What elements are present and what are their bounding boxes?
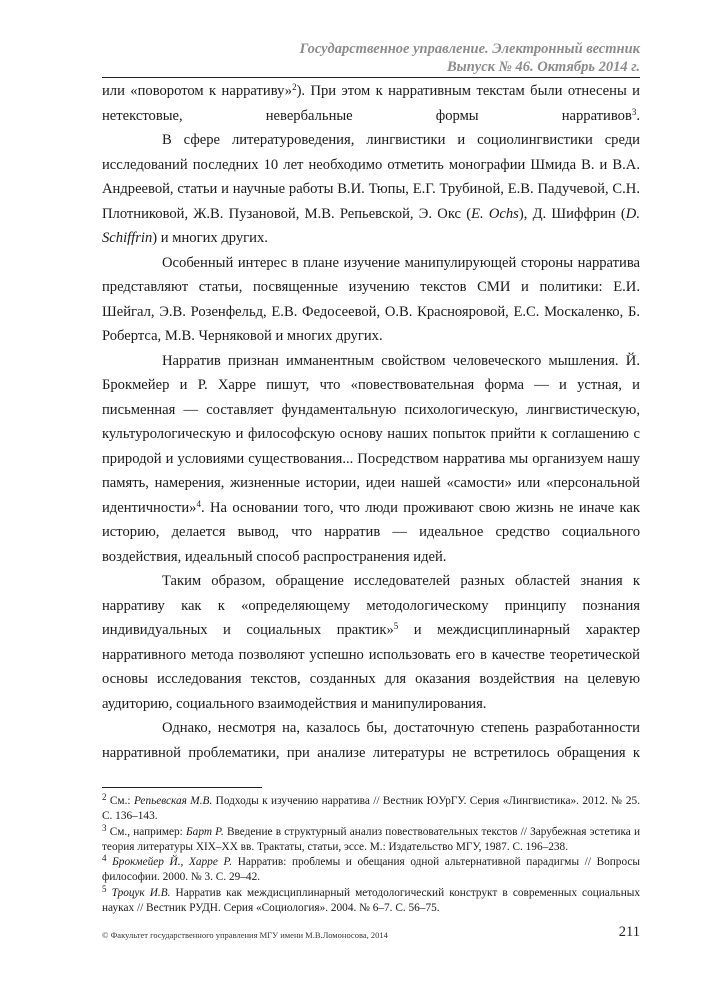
text-run: или «поворотом к нарративу» — [102, 83, 293, 99]
footnote-author: Барт Р. — [186, 825, 224, 838]
footnote-number: 2 — [102, 792, 107, 802]
footnote-ref[interactable]: 2 — [292, 82, 297, 92]
text-run: Введение в структурный анализ повествовательных текстов // Зарубежная эстетика и теория литературы XIX–XX вв. Трактаты, статьи, эссе. М.: Издательство МГУ, 1987. С. 196–238. — [102, 825, 641, 853]
footnote-ref[interactable]: 5 — [393, 621, 399, 631]
paragraph — [102, 349, 640, 570]
text-run: ). При этом к нарративным текстам были отнесены и нетекстовые, невербальные формы нарративов — [102, 83, 640, 124]
italic-name: E. Ochs — [471, 205, 519, 222]
text-run: См., например: — [106, 825, 187, 838]
page-number: 211 — [618, 924, 640, 940]
paragraph: Однако, несмотря на, казалось бы, достаточную степень разработанности нарративной проблематики, при анализе литературы не встретилось обращения к — [102, 720, 640, 761]
text-run: и междисциплинарный характер нарративного метода позволяют успешно использовать его в качестве теоретической основы исследования текстов, созданных для оказания воздействия на целевую аудиторию, социального взаимодействия и манипулирования. — [102, 622, 640, 712]
copyright-notice: © Факультет государственного управления МГУ имени М.В.Ломоносова, 2014 — [102, 930, 388, 940]
paragraph — [102, 569, 640, 716]
footnote-ref[interactable]: 4 — [196, 498, 201, 509]
header-divider — [102, 77, 640, 78]
text-run: Таким образом, обращение исследователей разных областей знания к нарративу как к «определяющему методологическому принципу познания индивидуальных и социальных практик» — [102, 573, 640, 638]
text-run: См.: — [106, 795, 134, 807]
paragraph-continuation — [102, 79, 640, 128]
text-run: В сфере литературоведения, лингвистики и социолингвистики среди исследований последних 10 лет необходимо отметить монографии Шмида В. и В.А. Андреевой, статьи и научные работы В.И. Тюпы, Е.Г. Трубиной, Е.В. Падучевой, С.Н. Плотниковой, Ж.В. Пузановой, М.В. Репьевской, Э. Окс ( — [102, 132, 640, 222]
footnote — [102, 794, 640, 825]
text-run: . — [636, 107, 640, 124]
footnote — [102, 855, 640, 886]
issue-info: Выпуск № 46. Октябрь 2014 г. — [447, 59, 640, 75]
journal-title: Государственное управление. Электронный вестник — [299, 41, 640, 57]
text-run: ) и многих других. — [152, 230, 268, 246]
footnote-number: 4 — [102, 853, 107, 864]
footnote-author: Троцук И.В. — [111, 886, 171, 899]
main-text — [102, 79, 640, 765]
text-run: Подходы к изучению нарратива // Вестник ЮУрГУ. Серия «Лингвистика». 2012. № 25. С. 136–143. — [102, 795, 641, 823]
footnote — [102, 883, 640, 917]
text-run: Нарратив: проблемы и обещания одной альтернативной парадигмы // Вопросы философии. 2000. № 3. С. 29–42. — [102, 856, 640, 884]
paragraph — [102, 128, 640, 251]
footnote-author: Репьевская М.В. — [133, 795, 213, 807]
footnote — [102, 822, 641, 856]
footnote-ref[interactable]: 3 — [631, 106, 637, 117]
italic-name: D. Schiffrin — [102, 205, 640, 246]
footnote-number: 5 — [102, 883, 107, 894]
footnote-divider — [102, 787, 262, 788]
footnotes — [102, 794, 640, 916]
footnote-number: 3 — [102, 822, 107, 833]
journal-header — [300, 40, 640, 76]
text-run: ), Д. Шиффрин ( — [518, 205, 626, 222]
paragraph: Особенный интерес в плане изучение манипулирующей стороны нарратива представляют статьи, посвященные изучению текстов СМИ и политики: Е.И. Шейгал, Э.В. Розенфельд, Е.В. Федосеевой, О.В. Краснояровой, Е.С. Москаленко, Б. Робертса, М.В. Черняковой и многих других. — [102, 254, 640, 344]
text-run: Нарратив как междисциплинарный методологический конструкт в современных социальных науках // Вестник РУДН. Серия «Социология». 2004. № 6–7. С. 56–75. — [102, 886, 640, 915]
text-run: . На основании того, что люди проживают свою жизнь не иначе как историю, делается вывод, что нарратив — идеальное средство социального воздействия, идеальный способ распространения идей. — [102, 499, 640, 565]
text-run: Нарратив признан имманентным свойством человеческого мышления. Й. Брокмейер и Р. Харре пишут, что «повествовательная форма — и устная, и письменная — составляет фундаментальную психологическую, лингвистическую, культурологическую и философскую основу наших попыток прийти к соглашению с природой и условиями существования... Посредством нарратива мы организуем нашу память, намерения, жизненные истории, идеи нашей «самости» или «персональной идентичности» — [102, 352, 640, 516]
footnote-author: Брокмейер Й., Харре Р. — [112, 856, 233, 869]
